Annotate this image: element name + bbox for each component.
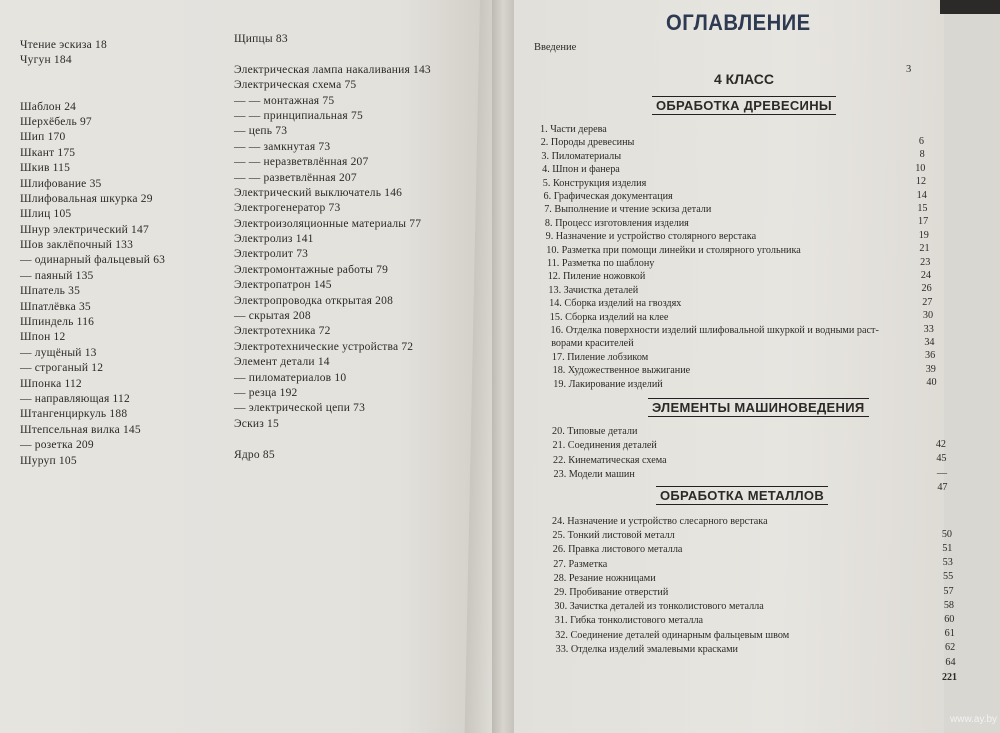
toc-page-number: 60 bbox=[944, 613, 955, 625]
index-entry: Электроизоляционные материалы 77 bbox=[234, 217, 422, 230]
toc-intro: Введение bbox=[534, 42, 577, 53]
index-entry: — направляющая 112 bbox=[20, 392, 130, 405]
toc-entry: 15. Сборка изделий на клее bbox=[549, 311, 669, 323]
toc-page-number: 47 bbox=[937, 482, 948, 494]
toc-page-number: 55 bbox=[943, 571, 954, 583]
index-entry: Электрогенератор 73 bbox=[234, 202, 341, 215]
toc-page-number: 12 bbox=[915, 176, 927, 188]
toc-entry: 17. Пиление лобзиком bbox=[551, 351, 649, 363]
index-column-2 bbox=[234, 32, 431, 463]
toc-entry: 8. Процесс изготовления изделия bbox=[544, 217, 689, 229]
index-entry: Эскиз 15 bbox=[234, 417, 279, 430]
toc-entry: 5. Конструкция изделия bbox=[542, 177, 647, 189]
toc-page-number: 15 bbox=[917, 203, 928, 215]
index-entry: Шуруп 105 bbox=[20, 454, 77, 467]
toc-page-number: 36 bbox=[925, 350, 936, 362]
toc-entry: 10. Разметка при помощи линейки и столярного угольника bbox=[546, 244, 801, 256]
index-entry: Шов заклёпочный 133 bbox=[20, 239, 134, 252]
toc-page-number: 17 bbox=[918, 216, 929, 228]
toc-entry: 14. Сборка изделий на гвоздях bbox=[549, 298, 682, 310]
section-metals: ОБРАБОТКА МЕТАЛЛОВ bbox=[656, 486, 828, 505]
toc-page-number: 58 bbox=[943, 599, 954, 611]
toc-page-number: 23 bbox=[920, 256, 931, 268]
toc-page-number: 10 bbox=[915, 162, 926, 174]
index-entry: Шпатель 35 bbox=[20, 285, 81, 298]
index-entry: Ядро 85 bbox=[234, 448, 275, 461]
index-entry: — розетка 209 bbox=[20, 439, 94, 452]
class-heading: 4 КЛАСС bbox=[714, 71, 775, 87]
toc-page-number: — bbox=[936, 467, 947, 479]
toc-entry: 23. Модели машин bbox=[553, 469, 635, 481]
toc-entry: 26. Правка листового металла bbox=[552, 544, 683, 556]
index-entry: — — замкнутая 73 bbox=[234, 140, 331, 153]
toc-entry: 1. Части дерева bbox=[540, 124, 607, 135]
index-entry: Шлифовальная шкурка 29 bbox=[20, 192, 153, 205]
toc-entry: 22. Кинематическая схема bbox=[553, 454, 667, 466]
toc-intro-page: 3 bbox=[906, 64, 912, 75]
toc-entry: 32. Соединение деталей одинарным фальцевым швом bbox=[555, 629, 790, 641]
index-column-1 bbox=[20, 38, 165, 469]
background-corner bbox=[940, 0, 1000, 14]
index-entry: — — монтажная 75 bbox=[234, 94, 335, 107]
index-entry: — электрической цепи 73 bbox=[234, 402, 366, 415]
index-entry: Шкант 175 bbox=[20, 146, 76, 159]
index-entry: Электрический выключатель 146 bbox=[234, 186, 403, 199]
toc-entry: 25. Тонкий листовой металл bbox=[552, 530, 675, 542]
toc-entry: ворами красителей bbox=[551, 338, 634, 350]
toc-page-number: 62 bbox=[945, 642, 956, 654]
toc-page-number: 33 bbox=[923, 323, 934, 335]
index-entry: Шерхёбель 97 bbox=[20, 115, 92, 128]
toc-entry: 2. Породы древесины bbox=[540, 137, 635, 149]
index-entry: — паяный 135 bbox=[20, 269, 94, 282]
toc-entry: 4. Шпон и фанера bbox=[542, 164, 620, 176]
page-number: 221 bbox=[942, 672, 957, 683]
index-entry: Электротехнические устройства 72 bbox=[234, 340, 414, 353]
toc-page-number: 57 bbox=[943, 585, 954, 597]
toc-page-number: 19 bbox=[918, 229, 929, 241]
index-entry: Шпатлёвка 35 bbox=[20, 300, 91, 313]
section-wood: ОБРАБОТКА ДРЕВЕСИНЫ bbox=[652, 96, 836, 115]
index-entry: Штепсельная вилка 145 bbox=[20, 423, 141, 436]
index-entry: — цепь 73 bbox=[234, 125, 288, 138]
toc-page-number: 6 bbox=[918, 136, 924, 148]
section-machines: ЭЛЕМЕНТЫ МАШИНОВЕДЕНИЯ bbox=[648, 398, 869, 417]
index-entry: Щипцы 83 bbox=[234, 33, 288, 45]
index-entry: — — принципиальная 75 bbox=[234, 109, 363, 122]
index-entry: Шпон 12 bbox=[20, 331, 66, 344]
index-entry: — — разветвлённая 207 bbox=[234, 171, 357, 184]
toc-entry: 27. Разметка bbox=[553, 558, 608, 570]
toc-page-number: 42 bbox=[935, 438, 946, 450]
index-entry: Электролиз 141 bbox=[234, 233, 314, 246]
index-entry: Шаблон 24 bbox=[20, 100, 77, 113]
toc-entry: 13. Зачистка деталей bbox=[548, 284, 639, 296]
index-entry: Шлифование 35 bbox=[20, 177, 102, 190]
toc-entry: 28. Резание ножницами bbox=[553, 572, 656, 584]
index-entry: Шпиндель 116 bbox=[20, 316, 95, 329]
toc-entry: 16. Отделка поверхности изделий шлифовальной шкуркой и водными раст- bbox=[550, 325, 879, 336]
toc-page-number: 14 bbox=[916, 189, 927, 201]
index-entry: — строганый 12 bbox=[20, 362, 104, 375]
toc-page-number: 50 bbox=[941, 528, 952, 540]
toc-entry: 24. Назначение и устройство слесарного верстака bbox=[552, 516, 768, 527]
toc-page-number: 24 bbox=[920, 270, 931, 282]
toc-entry: 29. Пробивание отверстий bbox=[554, 587, 669, 598]
index-entry: Электротехника 72 bbox=[234, 325, 331, 338]
toc-entry: 6. Графическая документация bbox=[543, 191, 673, 202]
index-entry: Электрическая лампа накаливания 143 bbox=[234, 63, 431, 76]
toc-page-number: 40 bbox=[926, 377, 937, 389]
index-entry: Электромонтажные работы 79 bbox=[234, 263, 389, 276]
index-entry: Шип 170 bbox=[20, 131, 66, 144]
index-entry bbox=[234, 432, 431, 447]
index-entry: — скрытая 208 bbox=[234, 310, 311, 323]
toc-page-number: 21 bbox=[919, 243, 930, 255]
toc-page-number: 61 bbox=[944, 628, 955, 640]
book-spine bbox=[492, 0, 514, 733]
index-entry: Электрическая схема 75 bbox=[234, 79, 357, 92]
toc-entry: 7. Выполнение и чтение эскиза детали bbox=[544, 204, 712, 216]
index-entry: Чтение эскиза 18 bbox=[20, 39, 107, 51]
toc-page-number: 8 bbox=[919, 149, 925, 161]
toc-entry: 11. Разметка по шаблону bbox=[547, 258, 655, 269]
index-entry: Электропатрон 145 bbox=[234, 279, 332, 292]
toc-entry: 30. Зачистка деталей из тонколистового металла bbox=[554, 601, 764, 613]
toc-entry: 20. Типовые детали bbox=[552, 426, 638, 437]
index-entry: — пиломатериалов 10 bbox=[234, 371, 347, 384]
toc-page-number: 45 bbox=[936, 453, 947, 465]
index-entry: Шпонка 112 bbox=[20, 377, 82, 390]
index-entry: Чугун 184 bbox=[20, 54, 72, 67]
index-entry bbox=[20, 69, 165, 84]
toc-entry: 21. Соединения деталей bbox=[552, 440, 657, 452]
index-entry: — резца 192 bbox=[234, 386, 298, 399]
toc-entry: 18. Художественное выжигание bbox=[552, 365, 691, 377]
toc-page-number: 26 bbox=[921, 283, 932, 295]
toc-page-number: 30 bbox=[922, 310, 934, 322]
toc-page-number: 34 bbox=[924, 337, 935, 349]
index-entry: Элемент детали 14 bbox=[234, 356, 330, 369]
index-entry: Электропроводка открытая 208 bbox=[234, 294, 394, 307]
index-entry: Шнур электрический 147 bbox=[20, 223, 149, 236]
index-entry: Шкив 115 bbox=[20, 162, 71, 175]
index-entry: — лущёный 13 bbox=[20, 346, 97, 359]
toc-page-number: 51 bbox=[942, 542, 953, 554]
toc-page-number: 64 bbox=[945, 656, 956, 668]
index-entry: — одинарный фальцевый 63 bbox=[20, 254, 166, 267]
watermark: www.ay.by bbox=[950, 714, 998, 725]
toc-entry: 31. Гибка тонколистового металла bbox=[554, 615, 704, 627]
index-entry bbox=[20, 84, 165, 99]
index-entry: Шлиц 105 bbox=[20, 208, 72, 221]
index-entry: Штангенциркуль 188 bbox=[20, 408, 128, 421]
index-entry bbox=[234, 47, 431, 62]
toc-entry: 12. Пиление ножовкой bbox=[547, 271, 646, 283]
toc-page-number: 27 bbox=[922, 296, 933, 308]
toc-entry: 3. Пиломатериалы bbox=[541, 150, 622, 162]
index-entry: — — неразветвлённая 207 bbox=[234, 156, 369, 169]
toc-page-number: 53 bbox=[942, 557, 953, 569]
toc-page-number: 39 bbox=[925, 363, 936, 375]
toc-entry: 19. Лакирование изделий bbox=[553, 378, 663, 390]
index-entry: Электролит 73 bbox=[234, 248, 309, 261]
toc-title: ОГЛАВЛЕНИЕ bbox=[666, 10, 811, 35]
toc-entry: 33. Отделка изделий эмалевыми красками bbox=[555, 643, 739, 655]
toc-entry: 9. Назначение и устройство столярного верстака bbox=[545, 231, 757, 243]
